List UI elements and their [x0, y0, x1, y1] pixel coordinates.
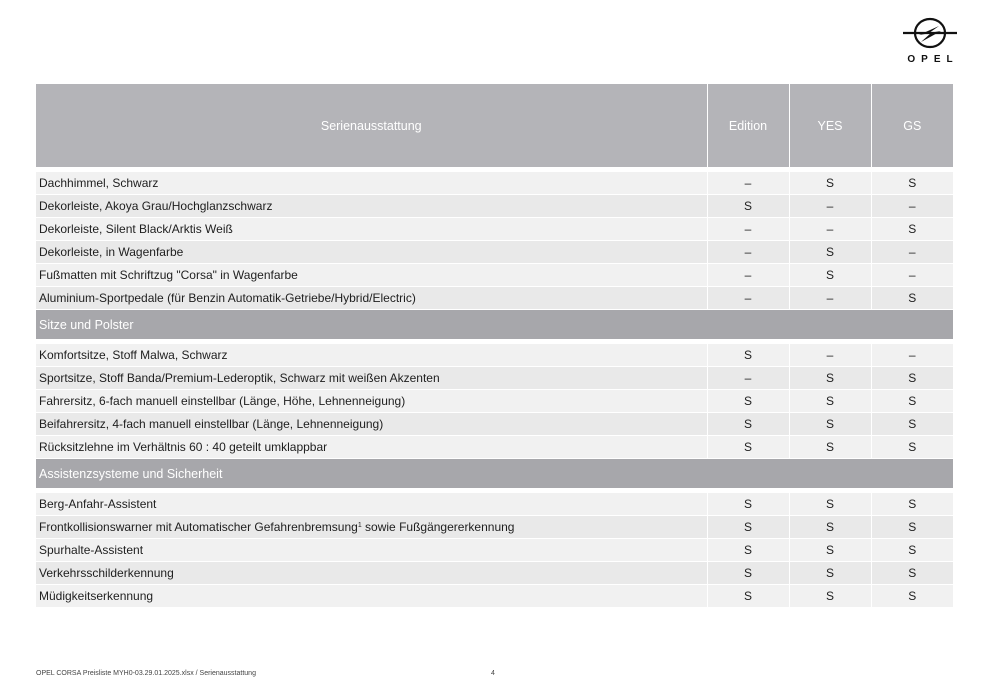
feature-label: Berg-Anfahr-Assistent [36, 493, 707, 516]
table-row [36, 562, 953, 585]
yes-value: S [789, 493, 871, 516]
yes-value: S [789, 436, 871, 459]
feature-label: Rücksitzlehne im Verhältnis 60 : 40 geteilt umklappbar [36, 436, 707, 459]
table-row [36, 195, 953, 218]
gs-value: S [871, 287, 953, 310]
edition-value: S [707, 344, 789, 367]
table-row [36, 218, 953, 241]
yes-value: – [789, 287, 871, 310]
logo-wordmark: OPEL [907, 54, 959, 65]
gs-value: S [871, 436, 953, 459]
edition-value: – [707, 172, 789, 195]
feature-label: Spurhalte-Assistent [36, 539, 707, 562]
section-title: Assistenzsysteme und Sicherheit [36, 459, 953, 489]
yes-value: – [789, 218, 871, 241]
table-row [36, 539, 953, 562]
footer-filename: OPEL CORSA Preisliste MYH0-03.29.01.2025.xlsx / Serienausstattung [36, 670, 256, 677]
feature-label: Verkehrsschilderkennung [36, 562, 707, 585]
edition-value: S [707, 516, 789, 539]
gs-value: S [871, 390, 953, 413]
gs-value: S [871, 413, 953, 436]
yes-value: S [789, 562, 871, 585]
gs-value: – [871, 241, 953, 264]
edition-value: S [707, 585, 789, 608]
gs-value: S [871, 539, 953, 562]
edition-value: S [707, 562, 789, 585]
table-row [36, 287, 953, 310]
table-row [36, 344, 953, 367]
gs-value: S [871, 585, 953, 608]
header-yes: YES [789, 84, 871, 168]
feature-label: Dekorleiste, Silent Black/Arktis Weiß [36, 218, 707, 241]
feature-label: Frontkollisionswarner mit Automatischer Gefahrenbremsung [39, 520, 358, 534]
gs-value: – [871, 264, 953, 287]
yes-value: S [789, 264, 871, 287]
feature-label: Fahrersitz, 6-fach manuell einstellbar (Länge, Höhe, Lehnenneigung) [36, 390, 707, 413]
feature-label: Fußmatten mit Schriftzug "Corsa" in Wagenfarbe [36, 264, 707, 287]
edition-value: S [707, 195, 789, 218]
feature-label-cell [36, 516, 707, 539]
feature-label: Sportsitze, Stoff Banda/Premium-Lederoptik, Schwarz mit weißen Akzenten [36, 367, 707, 390]
gs-value: S [871, 562, 953, 585]
table-row [36, 390, 953, 413]
yes-value: S [789, 390, 871, 413]
gs-value: S [871, 516, 953, 539]
edition-value: – [707, 241, 789, 264]
yes-value: – [789, 344, 871, 367]
edition-value: – [707, 287, 789, 310]
yes-value: S [789, 516, 871, 539]
edition-value: S [707, 390, 789, 413]
opel-logo [894, 14, 966, 72]
edition-value: S [707, 493, 789, 516]
edition-value: – [707, 367, 789, 390]
yes-value: S [789, 539, 871, 562]
page-number: 4 [491, 670, 495, 677]
gs-value: S [871, 367, 953, 390]
header-serienausstattung: Serienausstattung [36, 84, 707, 168]
feature-label: Dekorleiste, Akoya Grau/Hochglanzschwarz [36, 195, 707, 218]
edition-value: – [707, 264, 789, 287]
gs-value: S [871, 218, 953, 241]
edition-value: – [707, 218, 789, 241]
section-row-assistenzsysteme [36, 459, 953, 489]
table-row [36, 493, 953, 516]
table-row [36, 367, 953, 390]
feature-label: Dachhimmel, Schwarz [36, 172, 707, 195]
table-row [36, 516, 953, 539]
feature-label: Beifahrersitz, 4-fach manuell einstellbar (Länge, Lehnenneigung) [36, 413, 707, 436]
feature-label: Müdigkeitserkennung [36, 585, 707, 608]
table-row [36, 585, 953, 608]
yes-value: S [789, 241, 871, 264]
header-edition: Edition [707, 84, 789, 168]
table-row [36, 172, 953, 195]
table-header-row [36, 84, 953, 168]
table-row [36, 264, 953, 287]
equipment-table [36, 84, 953, 608]
opel-blitz-icon [901, 14, 959, 52]
table-row [36, 241, 953, 264]
section-row-sitze-und-polster [36, 310, 953, 340]
header-gs: GS [871, 84, 953, 168]
table-row [36, 436, 953, 459]
edition-value: S [707, 436, 789, 459]
feature-label: Aluminium-Sportpedale (für Benzin Automatik-Getriebe/Hybrid/Electric) [36, 287, 707, 310]
edition-value: S [707, 539, 789, 562]
table-row [36, 413, 953, 436]
gs-value: S [871, 172, 953, 195]
gs-value: – [871, 195, 953, 218]
gs-value: S [871, 493, 953, 516]
yes-value: S [789, 413, 871, 436]
feature-label: Dekorleiste, in Wagenfarbe [36, 241, 707, 264]
gs-value: – [871, 344, 953, 367]
section-title: Sitze und Polster [36, 310, 953, 340]
yes-value: S [789, 172, 871, 195]
feature-label: Komfortsitze, Stoff Malwa, Schwarz [36, 344, 707, 367]
footnote-marker: 1 [357, 522, 362, 529]
yes-value: S [789, 367, 871, 390]
yes-value: S [789, 585, 871, 608]
edition-value: S [707, 413, 789, 436]
yes-value: – [789, 195, 871, 218]
feature-label-suffix: sowie Fußgängererkennung [361, 520, 515, 534]
